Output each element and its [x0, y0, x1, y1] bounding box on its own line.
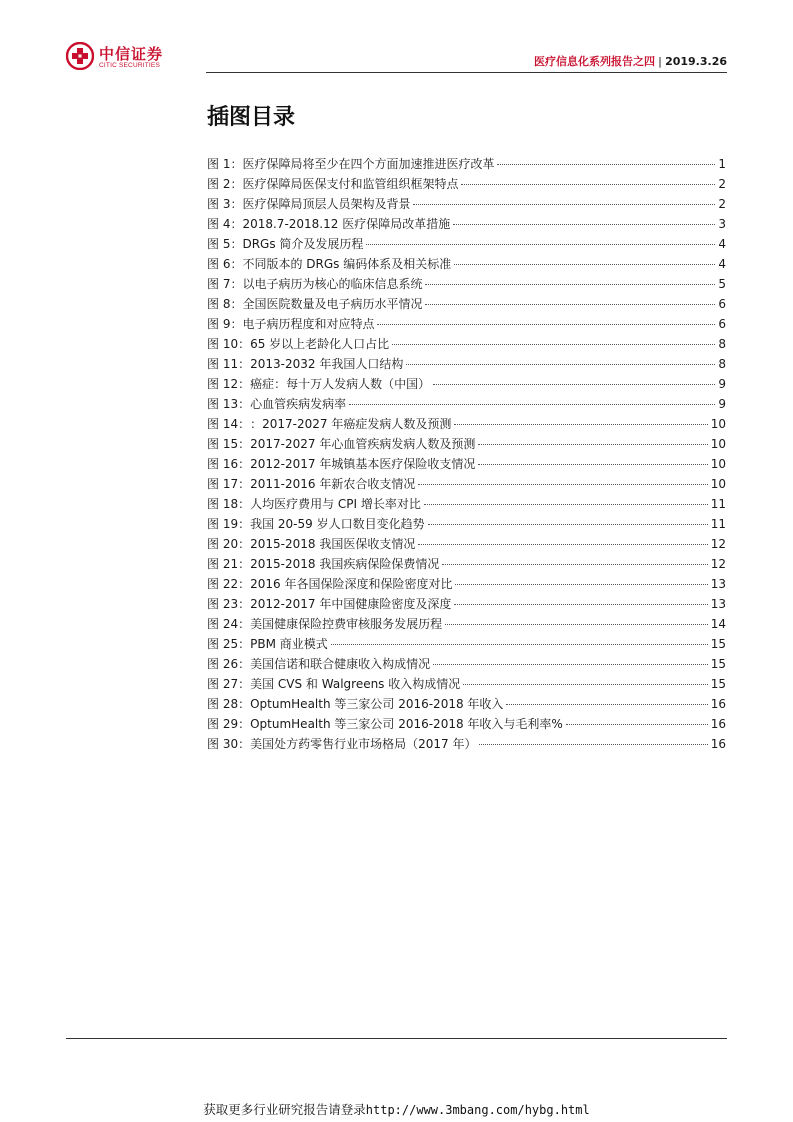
toc-entry-page-number: 8: [718, 337, 726, 351]
toc-dot-leader: [478, 464, 707, 465]
toc-dot-leader: [366, 244, 715, 245]
toc-entry-label: 图 29：: [207, 717, 251, 731]
toc-entry[interactable]: [207, 394, 726, 414]
toc-entry-page-number: 16: [710, 717, 726, 731]
toc-entry-label: 图 9：: [207, 317, 243, 331]
toc-entry[interactable]: [207, 494, 726, 514]
toc-entry[interactable]: [207, 434, 726, 454]
toc-dot-leader: [478, 444, 707, 445]
toc-entry[interactable]: [207, 294, 726, 314]
toc-entry-title: 2013-2032 年我国人口结构: [250, 357, 404, 371]
toc-entry-page-number: 1: [718, 157, 726, 171]
toc-entry-title: 2015-2018 我国医保收支情况: [250, 537, 416, 551]
toc-entry-page-number: 6: [718, 297, 726, 311]
toc-dot-leader: [461, 184, 715, 185]
header-divider: [206, 72, 727, 73]
toc-entry-label: 图 28：: [207, 697, 251, 711]
toc-entry[interactable]: [207, 674, 726, 694]
toc-dot-leader: [497, 164, 715, 165]
toc-entry[interactable]: [207, 414, 726, 434]
toc-dot-leader: [454, 264, 715, 265]
toc-entry[interactable]: [207, 314, 726, 334]
toc-entry[interactable]: [207, 234, 726, 254]
toc-entry-page-number: 12: [710, 537, 726, 551]
toc-entry-title: 美国处方药零售行业市场格局（2017 年）: [250, 737, 477, 751]
toc-entry-page-number: 9: [718, 397, 726, 411]
toc-entry-label: 图 20：: [207, 537, 251, 551]
toc-dot-leader: [463, 684, 707, 685]
toc-entry-label: 图 13：: [207, 397, 251, 411]
footer-link[interactable]: http://www.3mbang.com/hybg.html: [365, 1103, 590, 1117]
logo-english-name: CITIC SECURITIES: [99, 62, 160, 69]
toc-entry-label: 图 2：: [207, 177, 243, 191]
toc-dot-leader: [479, 744, 707, 745]
toc-entry-title: ：2017-2027 年癌症发病人数及预测: [250, 417, 452, 431]
toc-entry-title: 2011-2016 年新农合收支情况: [250, 477, 416, 491]
page-title: 插图目录: [207, 105, 296, 130]
toc-entry-label: 图 8：: [207, 297, 243, 311]
toc-entry-title: 美国信诺和联合健康收入构成情况: [250, 657, 431, 671]
toc-entry-label: 图 21：: [207, 557, 251, 571]
toc-dot-leader: [433, 664, 708, 665]
toc-entry-title: 美国 CVS 和 Walgreens 收入构成情况: [250, 677, 461, 691]
header-separator: |: [658, 55, 663, 68]
toc-entry-title: 不同版本的 DRGs 编码体系及相关标准: [242, 257, 452, 271]
toc-dot-leader: [506, 704, 707, 705]
toc-entry[interactable]: [207, 614, 726, 634]
toc-entry-label: 图 7：: [207, 277, 243, 291]
toc-entry-label: 图 6：: [207, 257, 243, 271]
toc-entry-label: 图 19：: [207, 517, 251, 531]
citic-logo-icon: [66, 42, 94, 70]
toc-dot-leader: [428, 524, 708, 525]
toc-entry-title: OptumHealth 等三家公司 2016-2018 年收入: [250, 697, 504, 711]
toc-dot-leader: [425, 284, 715, 285]
toc-dot-leader: [413, 204, 715, 205]
toc-entry-page-number: 8: [718, 357, 726, 371]
toc-entry-page-number: 2: [718, 197, 726, 211]
toc-entry-label: 图 22：: [207, 577, 251, 591]
toc-entry[interactable]: [207, 454, 726, 474]
toc-dot-leader: [454, 424, 707, 425]
report-header-info: [534, 53, 727, 69]
toc-dot-leader: [425, 304, 715, 305]
toc-dot-leader: [424, 504, 708, 505]
toc-entry[interactable]: [207, 474, 726, 494]
toc-entry-label: 图 4：: [207, 217, 243, 231]
toc-entry-label: 图 11：: [207, 357, 251, 371]
toc-entry-page-number: 10: [710, 457, 726, 471]
toc-entry-title: 2012-2017 年城镇基本医疗保险收支情况: [250, 457, 476, 471]
footer-text: 获取更多行业研究报告请登录: [203, 1102, 366, 1117]
toc-entry-title: 2017-2027 年心血管疾病发病人数及预测: [250, 437, 476, 451]
toc-entry-page-number: 9: [718, 377, 726, 391]
toc-entry-title: 人均医疗费用与 CPI 增长率对比: [250, 497, 421, 511]
toc-entry-title: 美国健康保险控费审核服务发展历程: [250, 617, 443, 631]
toc-entry-title: 我国 20-59 岁人口数目变化趋势: [250, 517, 425, 531]
toc-entry-label: 图 23：: [207, 597, 251, 611]
toc-entry-title: 电子病历程度和对应特点: [242, 317, 375, 331]
toc-entry-label: 图 27：: [207, 677, 251, 691]
toc-entry-page-number: 10: [710, 477, 726, 491]
toc-entry-title: 医疗保障局将至少在四个方面加速推进医疗改革: [242, 157, 495, 171]
toc-entry-label: 图 12：: [207, 377, 251, 391]
toc-entry-page-number: 12: [710, 557, 726, 571]
toc-entry-page-number: 15: [710, 637, 726, 651]
toc-entry-page-number: 10: [710, 437, 726, 451]
toc-entry[interactable]: [207, 714, 726, 734]
toc-dot-leader: [455, 584, 707, 585]
toc-entry-label: 图 26：: [207, 657, 251, 671]
toc-entry[interactable]: [207, 554, 726, 574]
toc-entry-title: 癌症：每十万人发病人数（中国）: [250, 377, 431, 391]
toc-entry-title: 心血管疾病发病率: [250, 397, 347, 411]
toc-entry-label: 图 25：: [207, 637, 251, 651]
toc-entry[interactable]: [207, 514, 726, 534]
figure-index-list: [207, 154, 726, 754]
toc-entry-title: 医疗保障局医保支付和监管组织框架特点: [242, 177, 459, 191]
toc-entry-title: 2012-2017 年中国健康险密度及深度: [250, 597, 452, 611]
toc-dot-leader: [453, 224, 715, 225]
toc-entry-page-number: 3: [718, 217, 726, 231]
toc-entry-label: 图 24：: [207, 617, 251, 631]
toc-dot-leader: [418, 544, 707, 545]
toc-entry-label: 图 30：: [207, 737, 251, 751]
toc-entry-page-number: 11: [710, 517, 726, 531]
company-logo: [66, 42, 176, 72]
toc-entry[interactable]: [207, 154, 726, 174]
toc-entry-page-number: 16: [710, 697, 726, 711]
toc-entry-page-number: 16: [710, 737, 726, 751]
report-date: 2019.3.26: [665, 55, 727, 68]
toc-entry[interactable]: [207, 374, 726, 394]
toc-entry[interactable]: [207, 174, 726, 194]
toc-entry-page-number: 11: [710, 497, 726, 511]
toc-entry[interactable]: [207, 274, 726, 294]
toc-entry-page-number: 13: [710, 597, 726, 611]
toc-dot-leader: [349, 404, 715, 405]
toc-entry-page-number: 13: [710, 577, 726, 591]
toc-entry-title: 2018.7-2018.12 医疗保障局改革措施: [242, 217, 451, 231]
toc-entry[interactable]: [207, 194, 726, 214]
toc-entry-title: 医疗保障局顶层人员架构及背景: [242, 197, 411, 211]
toc-dot-leader: [331, 644, 708, 645]
footer-divider: [66, 1038, 727, 1039]
toc-dot-leader: [433, 384, 715, 385]
toc-entry[interactable]: [207, 634, 726, 654]
toc-entry-label: 图 15：: [207, 437, 251, 451]
toc-entry[interactable]: [207, 534, 726, 554]
toc-entry[interactable]: [207, 594, 726, 614]
toc-entry-title: 2015-2018 我国疾病保险保费情况: [250, 557, 440, 571]
toc-entry[interactable]: [207, 354, 726, 374]
toc-entry-title: 以电子病历为核心的临床信息系统: [242, 277, 423, 291]
toc-entry-title: PBM 商业模式: [250, 637, 328, 651]
toc-dot-leader: [442, 564, 707, 565]
toc-entry-page-number: 5: [718, 277, 726, 291]
toc-entry-page-number: 10: [710, 417, 726, 431]
toc-dot-leader: [566, 724, 708, 725]
toc-entry-title: DRGs 简介及发展历程: [242, 237, 364, 251]
toc-entry-label: 图 1：: [207, 157, 243, 171]
toc-dot-leader: [445, 624, 708, 625]
toc-entry[interactable]: [207, 654, 726, 674]
toc-entry-title: OptumHealth 等三家公司 2016-2018 年收入与毛利率%: [250, 717, 563, 731]
toc-entry-label: 图 10：: [207, 337, 251, 351]
toc-entry-label: 图 18：: [207, 497, 251, 511]
toc-dot-leader: [454, 604, 707, 605]
toc-entry[interactable]: [207, 574, 726, 594]
toc-entry-label: 图 5：: [207, 237, 243, 251]
toc-dot-leader: [392, 344, 715, 345]
toc-entry-label: 图 3：: [207, 197, 243, 211]
toc-entry-label: 图 17：: [207, 477, 251, 491]
toc-entry[interactable]: [207, 334, 726, 354]
toc-entry[interactable]: [207, 254, 726, 274]
toc-entry-page-number: 4: [718, 237, 726, 251]
toc-dot-leader: [406, 364, 715, 365]
toc-entry-page-number: 2: [718, 177, 726, 191]
toc-entry-page-number: 6: [718, 317, 726, 331]
toc-entry-label: 图 14：: [207, 417, 251, 431]
toc-entry[interactable]: [207, 214, 726, 234]
toc-entry-page-number: 14: [710, 617, 726, 631]
toc-dot-leader: [377, 324, 715, 325]
toc-entry-title: 65 岁以上老龄化人口占比: [250, 337, 390, 351]
footer-notice: [0, 1100, 793, 1118]
toc-entry-page-number: 15: [710, 657, 726, 671]
report-series: 医疗信息化系列报告之四: [534, 55, 656, 68]
logo-chinese-name: 中信证券: [99, 45, 164, 63]
toc-entry[interactable]: [207, 734, 726, 754]
toc-entry-label: 图 16：: [207, 457, 251, 471]
toc-entry-title: 全国医院数量及电子病历水平情况: [242, 297, 423, 311]
toc-entry-page-number: 15: [710, 677, 726, 691]
toc-entry-page-number: 4: [718, 257, 726, 271]
toc-entry[interactable]: [207, 694, 726, 714]
toc-dot-leader: [418, 484, 707, 485]
toc-entry-title: 2016 年各国保险深度和保险密度对比: [250, 577, 453, 591]
